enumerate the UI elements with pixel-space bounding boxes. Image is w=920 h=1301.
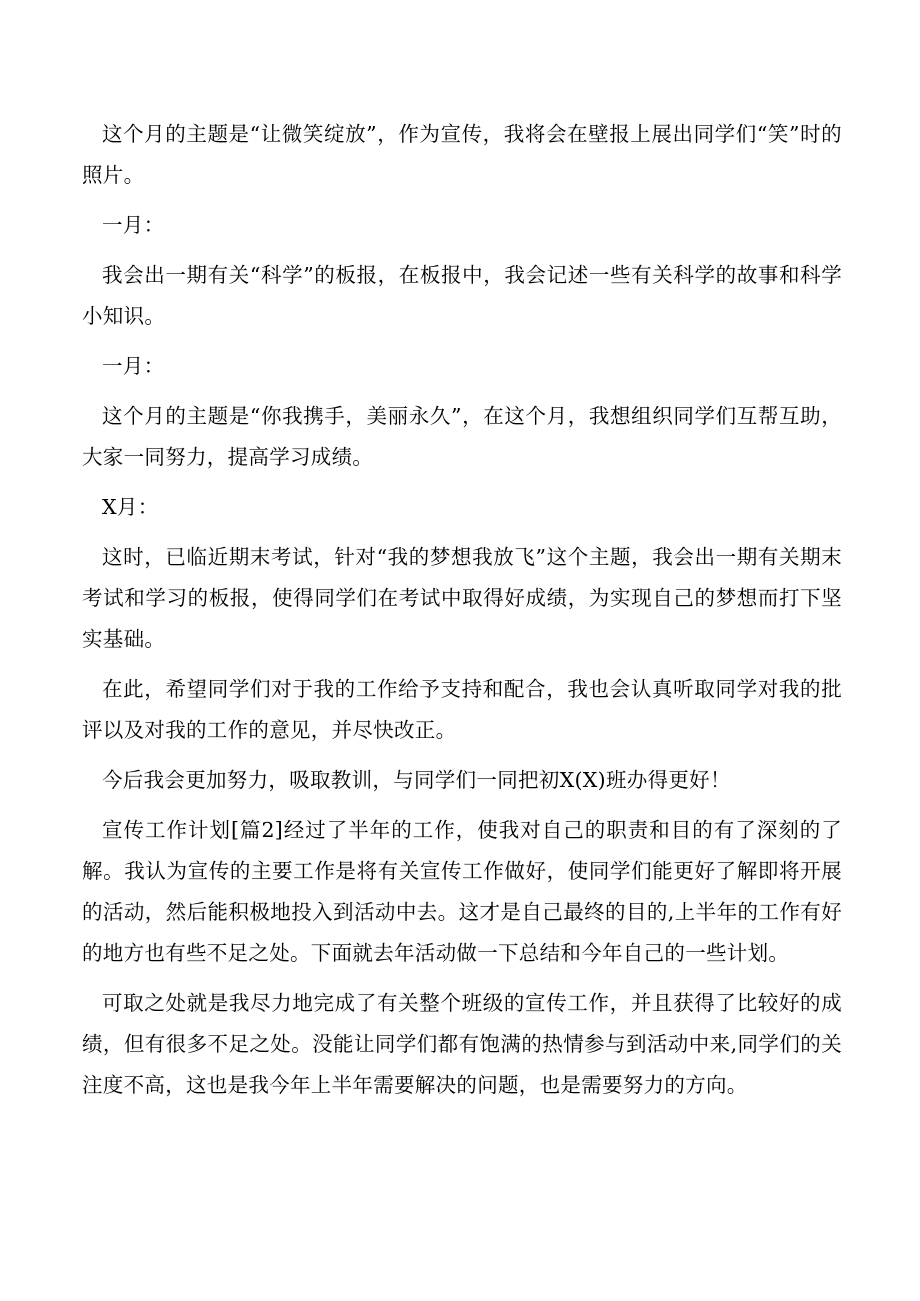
paragraph: 宣传工作计划[篇2]经过了半年的工作，使我对自己的职责和目的有了深刻的了解。我认为宣传的主要工作是将有关宣传工作做好，使同学们能更好了解即将开展的活动，然后能积极地投入到活动中去。这才是自己最终的目的,上半年的工作有好的地方也有些不足之处。下面就去年活动做一下总结和今年自己的一些计划。 xyxy=(82,818,842,965)
month-heading: 一月： xyxy=(102,213,165,237)
month-heading: 一月： xyxy=(102,354,165,378)
paragraph: 在此，希望同学们对于我的工作给予支持和配合，我也会认真听取同学对我的批评以及对我的工作的意见，并尽快改正。 xyxy=(82,677,842,742)
paragraph: 今后我会更加努力，吸取教训，与同学们一同把初X(X)班办得更好！ xyxy=(102,768,731,792)
paragraph: 这个月的主题是“让微笑绽放”，作为宣传，我将会在壁报上展出同学们“笑”时的照片。 xyxy=(82,122,842,187)
paragraph: 我会出一期有关“科学”的板报，在板报中，我会记述一些有关科学的故事和科学小知识。 xyxy=(82,263,842,328)
document-body xyxy=(82,114,842,1115)
paragraph: 可取之处就是我尽力地完成了有关整个班级的宣传工作，并且获得了比较好的成绩，但有很多不足之处。没能让同学们都有饱满的热情参与到活动中来,同学们的关注度不高，这也是我今年上半年需要解决的问题，也是需要努力的方向。 xyxy=(82,991,842,1097)
month-heading: X月： xyxy=(102,495,159,519)
paragraph: 这个月的主题是“你我携手，美丽永久”，在这个月，我想组织同学们互帮互助，大家一同努力，提高学习成绩。 xyxy=(82,404,842,469)
paragraph: 这时，已临近期末考试，针对“我的梦想我放飞”这个主题，我会出一期有关期末考试和学习的板报，使得同学们在考试中取得好成绩，为实现自己的梦想而打下坚实基础。 xyxy=(82,545,842,651)
